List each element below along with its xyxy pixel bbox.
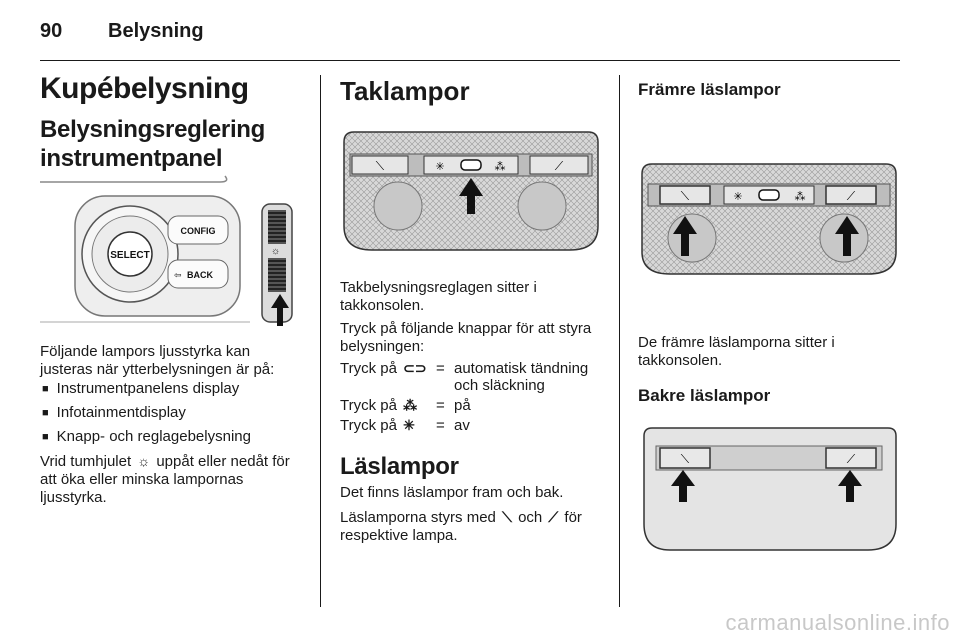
- thumbwheel-text-end: uppåt eller nedåt för att öka eller minska lampornas ljusstyrka.: [40, 453, 290, 506]
- lamp-off-icon: ✳: [733, 191, 743, 203]
- lamp-on-icon: ⁂: [494, 161, 506, 173]
- bullet-item: ■ Knapp- och reglagebelysning: [42, 428, 251, 447]
- desc-cell: av: [454, 417, 470, 434]
- column-divider-1: [320, 75, 321, 607]
- desc-cell: på: [454, 397, 471, 414]
- reading-lamp-left-icon: ⟍: [680, 189, 690, 203]
- rear-reading-lamps-title: Bakre läslampor: [638, 386, 771, 405]
- lamp-on-icon: ⁂: [403, 397, 418, 413]
- config-label: CONFIG: [180, 226, 216, 236]
- control-text-a: Läslamporna styrs med: [340, 509, 496, 526]
- header-rule: [40, 60, 900, 61]
- dimmer-icon: ☼: [271, 246, 281, 257]
- bullet-item: ■ Infotainmentdisplay: [42, 404, 186, 423]
- key-cell: [340, 414, 436, 434]
- reading-lamp-right-icon: ⟋: [554, 159, 564, 173]
- desc-cell: automatisk tändning och släckning: [454, 360, 589, 394]
- intro-paragraph: Följande lampors ljusstyrka kan justeras när ytterbelysningen är på:: [40, 343, 275, 378]
- chapter-title: Belysning: [108, 20, 204, 42]
- table-row: [340, 414, 606, 434]
- door-icon: [759, 190, 779, 200]
- key-cell: [340, 394, 436, 414]
- lamp-off-icon: ✳: [435, 161, 445, 173]
- control-text-c: för respektive lampa.: [340, 509, 582, 544]
- back-arrow-icon: ⇦: [174, 270, 182, 280]
- key-text: Tryck på: [340, 417, 397, 434]
- eq-cell: =: [436, 360, 445, 377]
- thumbwheel-text-start: Vrid tumhjulet: [40, 453, 132, 470]
- rear-reading-lamps-figure: [638, 424, 900, 554]
- console-paragraph: Takbelysningsreglagen sitter i takkonsolen.: [340, 279, 537, 314]
- section-title-taklampor: Taklampor: [340, 76, 470, 106]
- reading-lamp-left-icon: ⟍: [375, 159, 385, 173]
- button-function-table: [340, 360, 606, 434]
- lamp-off-icon: ✳: [403, 417, 415, 433]
- instrument-panel-figure: [40, 172, 300, 328]
- page-number: 90: [40, 20, 63, 42]
- key-cell: [340, 360, 436, 394]
- table-row: [340, 394, 606, 414]
- section-title: Kupébelysning: [40, 72, 249, 105]
- eq-cell: =: [436, 397, 445, 414]
- reading-lamp-left-icon: ⟍: [502, 509, 512, 525]
- select-label: SELECT: [110, 250, 150, 261]
- reading-lamp-right-icon: ⟋: [548, 509, 559, 525]
- front-lamps-paragraph: De främre läslamporna sitter i takkonsolen.: [638, 334, 835, 369]
- front-reading-lamps-figure: [638, 160, 900, 278]
- watermark: carmanualsonline.info: [725, 610, 950, 635]
- key-text: Tryck på: [340, 397, 397, 414]
- column-divider-2: [619, 75, 620, 607]
- thumbwheel-paragraph: [40, 452, 304, 507]
- reading-lamp-left-icon: ⟍: [680, 452, 690, 466]
- door-icon: ⊂⊃: [403, 360, 427, 376]
- key-text: Tryck på: [340, 360, 397, 377]
- buttons-paragraph: Tryck på följande knappar för att styra belysningen:: [340, 320, 592, 355]
- front-reading-lamps-title: Främre läslampor: [638, 80, 781, 99]
- subsection-title-laslampor: Läslampor: [340, 453, 459, 480]
- table-row: [340, 360, 606, 394]
- subsection-title: Belysningsreglering instrumentpanel: [40, 116, 266, 172]
- control-text-b: och: [518, 509, 543, 526]
- lamp-on-icon: ⁂: [794, 191, 806, 203]
- eq-cell: =: [436, 417, 445, 434]
- reading-lamp-right-icon: ⟋: [846, 189, 856, 203]
- bullet-item: ■ Instrumentpanelens display: [42, 380, 239, 399]
- reading-lamps-control-paragraph: [340, 508, 606, 545]
- ceiling-console-figure: [340, 126, 602, 254]
- dimmer-icon: ☼: [137, 453, 151, 469]
- door-icon: [461, 160, 481, 170]
- reading-lamp-right-icon: ⟋: [846, 452, 856, 466]
- reading-lamps-paragraph: Det finns läslampor fram och bak.: [340, 484, 564, 501]
- back-label: BACK: [187, 270, 213, 280]
